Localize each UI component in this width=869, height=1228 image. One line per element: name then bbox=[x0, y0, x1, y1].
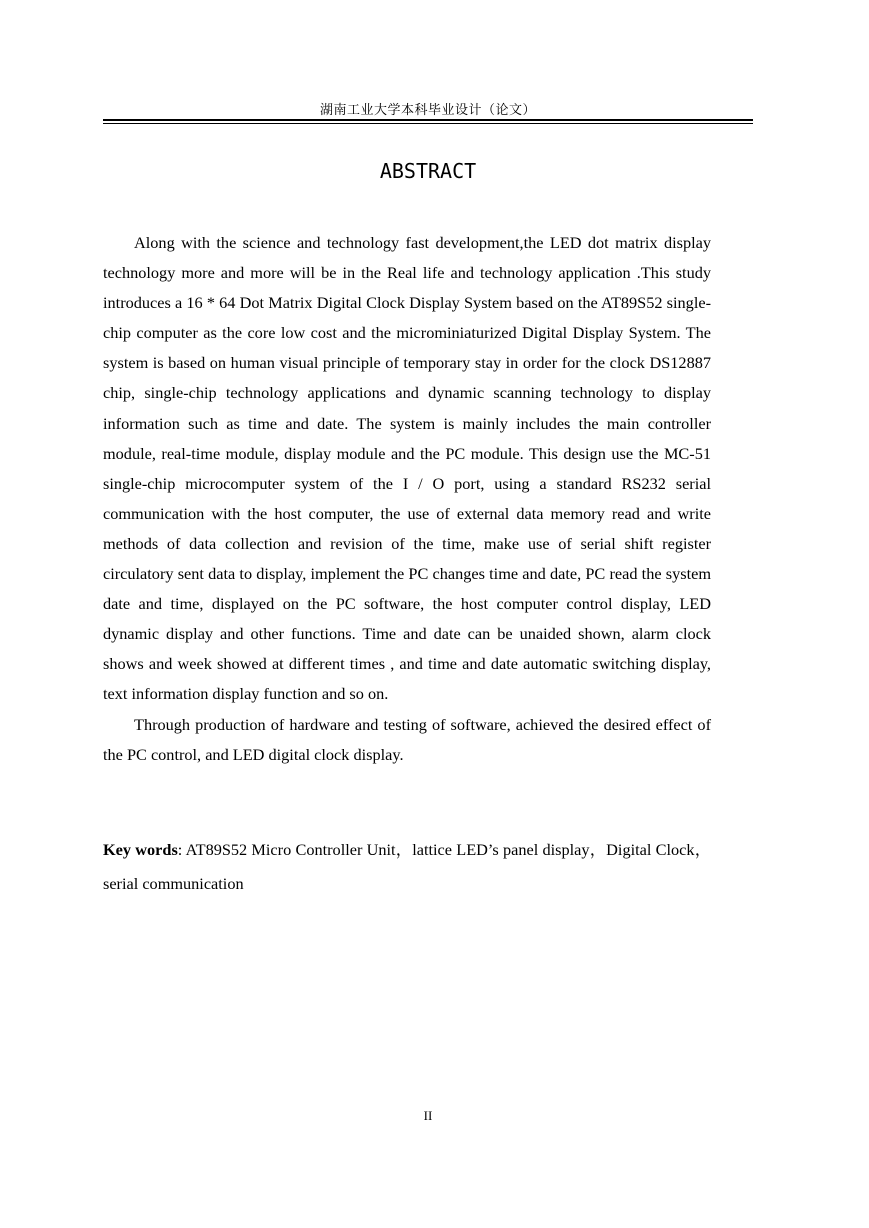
keywords-text: AT89S52 Micro Controller Unit，lattice LED’s panel display，Digital Clock，serial communication bbox=[103, 840, 711, 893]
abstract-body bbox=[103, 228, 711, 770]
keywords-block bbox=[103, 833, 711, 901]
header-rule-thin bbox=[103, 123, 753, 124]
keywords-separator: : bbox=[177, 840, 186, 859]
keywords-label: Key words bbox=[103, 840, 178, 859]
abstract-paragraph-1: Along with the science and technology fast development,the LED dot matrix display technology more and more will be in the Real life and technology application .This study introduces a 16 * 64 Dot Matrix Digital Clock Display System based on the AT89S52 single-chip computer as the core low cost and the microminiaturized Digital Display System. The system is based on human visual principle of temporary stay in order for the clock DS12887 chip, single-chip technology applications and dynamic scanning technology to display information such as time and date. The system is mainly includes the main controller module, real-time module, display module and the PC module. This design use the MC-51 single-chip microcomputer system of the I / O port, using a standard RS232 serial communication with the host computer, the use of external data memory read and write methods of data collection and revision of the time, make use of serial shift register circulatory sent data to display, implement the PC changes time and date, PC read the system date and time, displayed on the PC software, the host computer control display, LED dynamic display and other functions. Time and date can be unaided shown, alarm clock shows and week showed at different times , and time and date automatic switching display, text information display function and so on. bbox=[103, 233, 711, 704]
running-header: 湖南工业大学本科毕业设计（论文） bbox=[319, 103, 536, 118]
abstract-paragraph-2: Through production of hardware and testing of software, achieved the desired effect of the PC control, and LED digital clock display. bbox=[103, 714, 711, 764]
header-rule-thick bbox=[103, 119, 753, 121]
page-number: II bbox=[423, 1108, 433, 1123]
abstract-title: ABSTRACT bbox=[379, 159, 477, 183]
